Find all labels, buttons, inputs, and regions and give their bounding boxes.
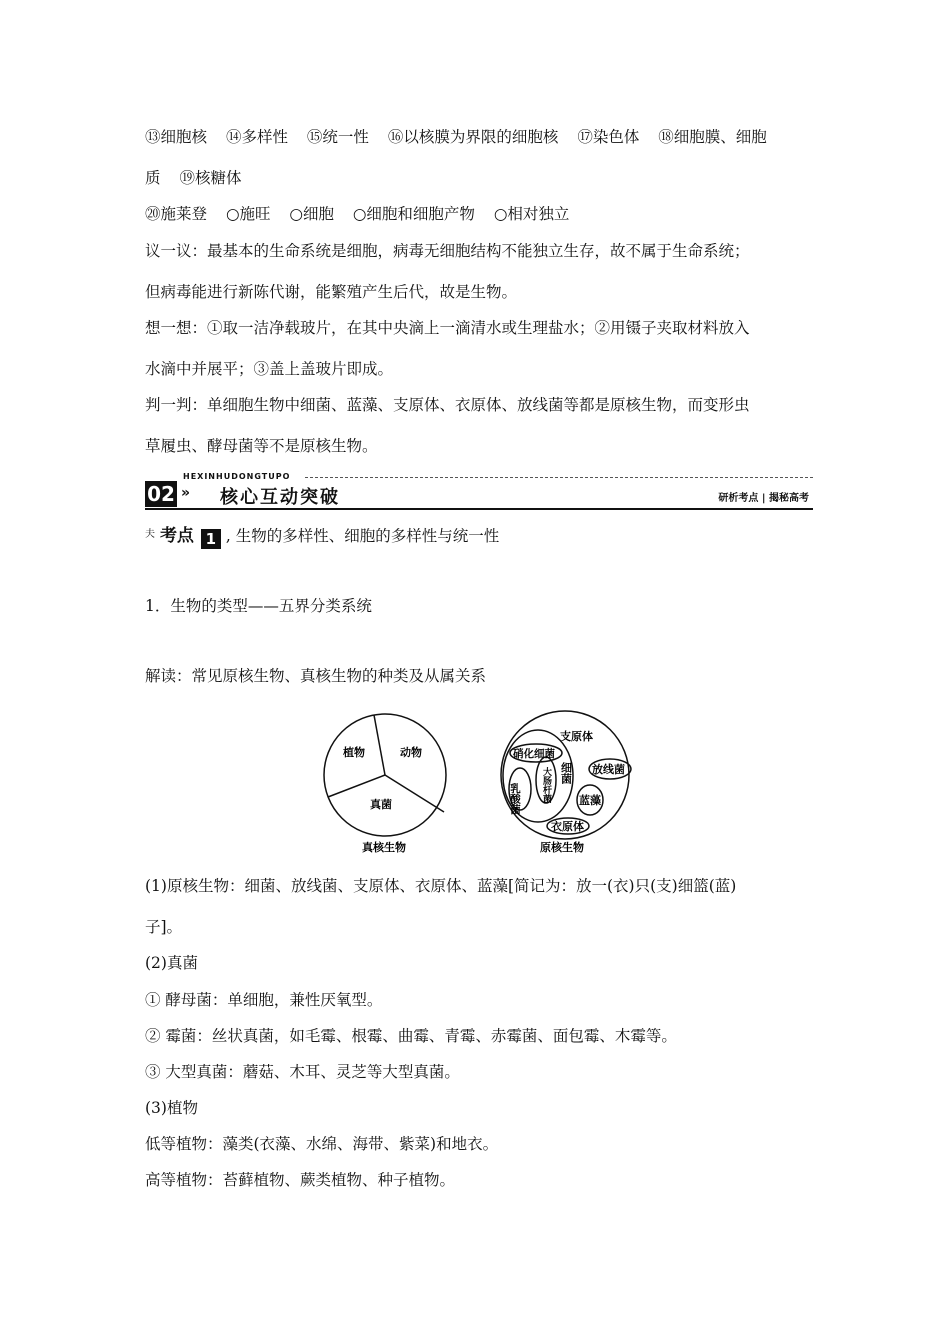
kaodian-number: 1	[201, 529, 221, 549]
body-p1-line2: 子]。	[145, 918, 183, 936]
answer-22: ○细胞	[289, 205, 334, 223]
prokaryote-caption: 原核生物	[540, 841, 584, 854]
answer-16: ⑯以核膜为界限的细胞核	[387, 128, 559, 146]
section-title: 核心互动突破	[220, 487, 340, 508]
body-mold: ② 霉菌：丝状真菌，如毛霉、根霉、曲霉、青霉、赤霉菌、面包霉、木霉等。	[145, 1027, 677, 1045]
body-higher-plants: 高等植物：苔藓植物、蕨类植物、种子植物。	[145, 1171, 456, 1189]
label-bacteria: 细菌	[559, 762, 573, 784]
xiangyixiang-line-1: 想一想：①取一洁净载玻片，在其中央滴上一滴清水或生理盐水；②用镊子夹取材料放入	[145, 319, 750, 337]
eukaryote-divider-right	[385, 775, 444, 812]
yiyiyi-line-1: 议一议：最基本的生命系统是细胞，病毒无细胞结构不能独立生存，故不属于生命系统；	[145, 242, 750, 260]
label-nitrifying: 硝化细菌	[513, 748, 555, 760]
kaodian-mark: 夫	[145, 529, 155, 540]
label-chlamydia: 衣原体	[551, 820, 584, 833]
label-plant: 植物	[343, 746, 365, 759]
section-pinyin: HEXINHUDONGTUPO	[183, 472, 291, 481]
panyipan-line-1: 判一判：单细胞生物中细菌、蓝藻、支原体、衣原体、放线菌等都是原核生物，而变形虫	[145, 396, 750, 414]
answer-23: ○细胞和细胞产物	[352, 205, 475, 223]
body-lower-plants: 低等植物：藻类(衣藻、水绵、海带、紫菜)和地衣。	[145, 1135, 499, 1153]
label-fungi: 真菌	[370, 798, 392, 811]
classification-diagram	[320, 700, 640, 860]
label-cyanobacteria: 蓝藻	[579, 794, 601, 807]
label-lactic: 乳酸菌	[509, 783, 521, 815]
answer-14: ⑭多样性	[225, 128, 288, 146]
label-animal: 动物	[400, 746, 422, 759]
body-fungi-heading: (2)真菌	[145, 954, 198, 972]
section-number: 02	[145, 481, 177, 507]
answer-19: ⑲核糖体	[179, 169, 242, 187]
eukaryote-caption: 真核生物	[362, 841, 406, 854]
body-p1-line1: (1)原核生物：细菌、放线菌、支原体、衣原体、蓝藻[简记为：放一(衣)只(支)细篮(蓝)	[145, 877, 737, 895]
section-tagline: 研析考点 | 揭秘高考	[718, 493, 809, 504]
kaodian-label: 考点	[159, 526, 194, 546]
answer-17: ⑰染色体	[577, 128, 640, 146]
body-large-fungi: ③ 大型真菌：蘑菇、木耳、灵芝等大型真菌。	[145, 1063, 460, 1081]
yiyiyi-line-2: 但病毒能进行新陈代谢，能繁殖产生后代，故是生物。	[145, 283, 518, 301]
xiangyixiang-line-2: 水滴中并展平；③盖上盖玻片即成。	[145, 360, 394, 378]
prokaryote-diagram	[501, 711, 631, 854]
label-actinomycete: 放线菌	[592, 763, 625, 776]
answer-24: ○相对独立	[493, 205, 570, 223]
eukaryote-divider-top	[374, 715, 385, 775]
kaodian-heading	[145, 521, 500, 548]
panyipan-line-2: 草履虫、酵母菌等不是原核生物。	[145, 437, 378, 455]
answer-line-1	[145, 127, 767, 147]
answer-20: ⑳施莱登	[145, 205, 208, 223]
body-yeast: ① 酵母菌：单细胞，兼性厌氧型。	[145, 991, 383, 1009]
section-1-heading: 1．生物的类型——五界分类系统	[145, 597, 372, 615]
jiedu-text: 解读：常见原核生物、真核生物的种类及从属关系	[145, 667, 487, 685]
answer-15: ⑮统一性	[306, 128, 369, 146]
eukaryote-diagram	[324, 714, 446, 854]
label-ecoli: 大肠杆菌	[541, 767, 551, 803]
label-mycoplasma: 支原体	[560, 730, 593, 743]
answer-18-cont: 质	[145, 169, 161, 187]
answer-line-3	[145, 204, 569, 224]
body-plant-heading: (3)植物	[145, 1099, 198, 1117]
eukaryote-divider-left	[328, 775, 385, 797]
double-arrow-icon: »	[181, 485, 191, 501]
answer-13: ⑬细胞核	[145, 128, 208, 146]
section-banner	[145, 471, 813, 511]
kaodian-title: 生物的多样性、细胞的多样性与统一性	[235, 527, 500, 545]
answer-line-2	[145, 168, 241, 188]
banner-dotted-line	[305, 477, 813, 478]
answer-18: ⑱细胞膜、细胞	[658, 128, 767, 146]
kaodian-sep: ,	[225, 527, 231, 545]
banner-underline	[145, 508, 813, 510]
answer-21: ○施旺	[225, 205, 271, 223]
